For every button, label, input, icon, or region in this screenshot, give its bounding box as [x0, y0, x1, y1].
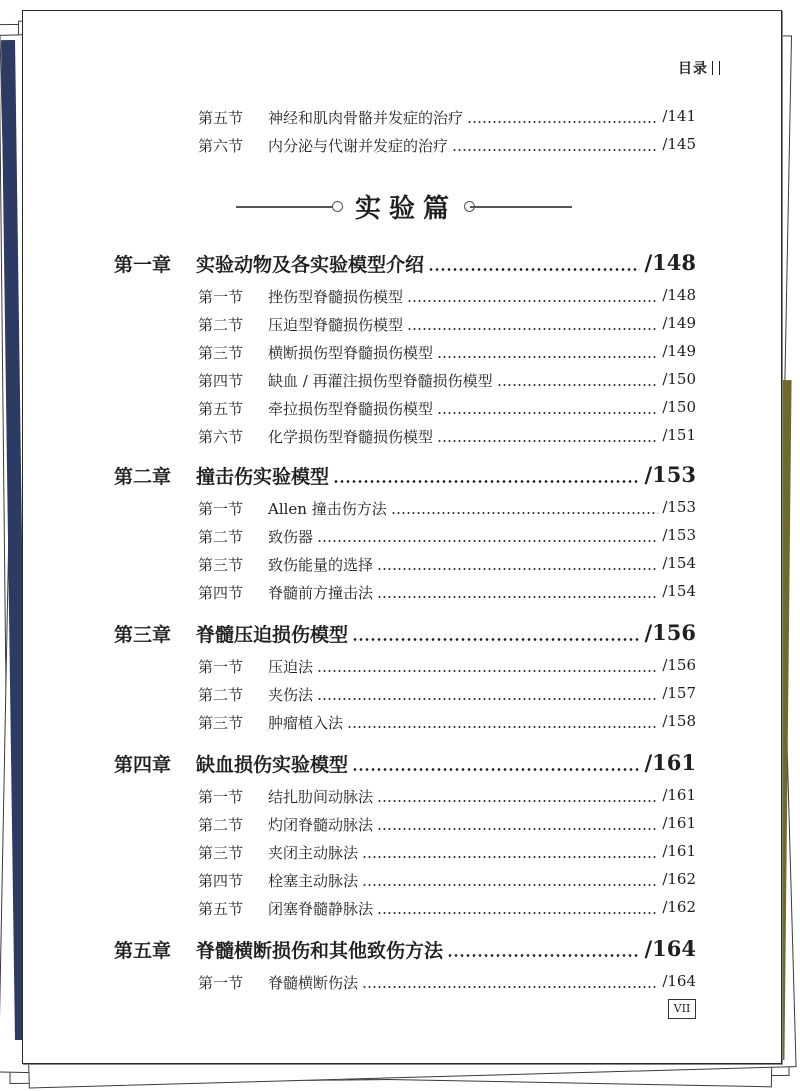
toc-section-row: [0, 684, 800, 706]
toc-entry-page: /148: [662, 286, 696, 304]
toc-section-row: [0, 656, 800, 678]
toc-entry-title: 挫伤型脊髓损伤模型: [268, 288, 404, 306]
dot-leader: [352, 638, 640, 641]
dot-leader: [317, 540, 658, 542]
toc-entry-title: 实验动物及各实验模型介绍: [196, 250, 426, 277]
dot-leader: [362, 986, 658, 988]
toc-entry-page: /150: [662, 398, 696, 416]
toc-entry-page: /161: [662, 786, 696, 804]
toc-entry-title: 致伤器: [268, 528, 314, 546]
part-heading-rule-left: [236, 206, 338, 208]
toc-entry-title: 神经和肌肉骨骼并发症的治疗: [268, 109, 464, 127]
toc-entry-page: /153: [662, 498, 696, 516]
dot-leader: [377, 828, 658, 830]
toc-entry-page: /161: [662, 814, 696, 832]
toc-section-row: [0, 554, 800, 576]
dot-leader: [407, 300, 658, 302]
toc-entry-number: 第五节: [198, 400, 244, 418]
toc-entry-title: 压迫型脊髓损伤模型: [268, 316, 404, 334]
toc-entry-title: 肿瘤植入法: [268, 714, 344, 732]
dot-leader: [362, 884, 658, 886]
dot-leader: [377, 596, 658, 598]
toc-chapter-row: [0, 750, 800, 778]
toc-chapter-row: [0, 250, 800, 278]
toc-entry-page: /154: [662, 582, 696, 600]
toc-entry-page: /162: [662, 898, 696, 916]
toc-section-row: [0, 898, 800, 920]
toc-entry-number: 第二章: [114, 466, 172, 488]
toc-entry-number: 第四章: [114, 754, 172, 776]
page-folio: VII: [668, 999, 696, 1019]
toc-section-row: [0, 870, 800, 892]
toc-entry-number: 第一节: [198, 974, 244, 992]
toc-section-row: [0, 814, 800, 836]
toc-entry-number: 第一章: [114, 254, 172, 276]
toc-entry-number: 第三节: [198, 556, 244, 574]
toc-section-row: [0, 314, 800, 336]
dot-leader: [317, 698, 658, 700]
toc-entry-number: 第三节: [198, 344, 244, 362]
dot-leader: [347, 726, 658, 728]
toc-entry-page: /164: [644, 936, 696, 961]
dot-leader: [447, 954, 640, 957]
toc-entry-title: 灼闭脊髓动脉法: [268, 816, 374, 834]
toc-section-row: [0, 107, 800, 129]
toc-section-row: [0, 526, 800, 548]
dot-leader: [317, 670, 658, 672]
toc-entry-page: /161: [644, 750, 696, 775]
toc-entry-number: 第三节: [198, 844, 244, 862]
toc-entry-title: 化学损伤型脊髓损伤模型: [268, 428, 434, 446]
running-head-text: 目录: [678, 61, 708, 77]
toc-section-row: [0, 286, 800, 308]
toc-entry-page: /149: [662, 314, 696, 332]
toc-entry-page: /145: [662, 135, 696, 153]
toc-entry-number: 第二节: [198, 316, 244, 334]
running-head-bars: [712, 61, 720, 75]
toc-entry-page: /158: [662, 712, 696, 730]
toc-entry-page: /156: [662, 656, 696, 674]
dot-leader: [452, 149, 658, 151]
toc-entry-title: Allen 撞击伤方法: [268, 500, 387, 518]
toc-entry-page: /151: [662, 426, 696, 444]
toc-entry-title: 致伤能量的选择: [268, 556, 374, 574]
part-heading: [0, 188, 800, 224]
toc-entry-page: /156: [644, 620, 696, 645]
toc-entry-number: 第四节: [198, 584, 244, 602]
toc-entry-title: 脊髓前方撞击法: [268, 584, 374, 602]
toc-entry-number: 第一节: [198, 500, 244, 518]
dot-leader: [377, 912, 658, 914]
toc-entry-number: 第六节: [198, 428, 244, 446]
toc-entry-title: 缺血损伤实验模型: [196, 750, 350, 777]
toc-entry-number: 第一节: [198, 788, 244, 806]
toc-entry-number: 第一节: [198, 658, 244, 676]
toc-entry-page: /153: [662, 526, 696, 544]
toc-entry-title: 脊髓压迫损伤模型: [196, 620, 350, 647]
dot-leader: [407, 328, 658, 330]
toc-section-row: [0, 712, 800, 734]
toc-chapter-row: [0, 936, 800, 964]
toc-section-row: [0, 842, 800, 864]
dot-leader: [467, 121, 658, 123]
part-heading-text: 实验篇: [355, 194, 458, 224]
toc-entry-page: /141: [662, 107, 696, 125]
toc-entry-page: /162: [662, 870, 696, 888]
toc-entry-page: /148: [644, 250, 696, 275]
toc-section-row: [0, 342, 800, 364]
toc-entry-number: 第二节: [198, 686, 244, 704]
toc-entry-number: 第五章: [114, 940, 172, 962]
toc-entry-number: 第六节: [198, 137, 244, 155]
dot-leader: [497, 384, 659, 386]
toc-section-row: [0, 398, 800, 420]
toc-entry-title: 结扎肋间动脉法: [268, 788, 374, 806]
dot-leader: [333, 480, 640, 483]
toc-entry-number: 第四节: [198, 872, 244, 890]
dot-leader: [437, 356, 658, 358]
toc-entry-title: 脊髓横断伤法: [268, 974, 359, 992]
toc-entry-title: 缺血 / 再灌注损伤型脊髓损伤模型: [268, 372, 493, 390]
dot-leader: [391, 512, 659, 514]
toc-section-row: [0, 370, 800, 392]
toc-entry-number: 第五节: [198, 109, 244, 127]
toc-entry-number: 第四节: [198, 372, 244, 390]
toc-entry-title: 脊髓横断损伤和其他致伤方法: [196, 936, 445, 963]
dot-leader: [352, 768, 640, 771]
dot-leader: [437, 440, 658, 442]
toc-chapter-row: [0, 462, 800, 490]
toc-section-row: [0, 972, 800, 994]
toc-entry-page: /161: [662, 842, 696, 860]
toc-entry-title: 压迫法: [268, 658, 314, 676]
toc-section-row: [0, 786, 800, 808]
toc-entry-number: 第二节: [198, 528, 244, 546]
toc-entry-title: 撞击伤实验模型: [196, 462, 331, 489]
toc-entry-number: 第一节: [198, 288, 244, 306]
toc-entry-title: 栓塞主动脉法: [268, 872, 359, 890]
toc-section-row: [0, 426, 800, 448]
dot-leader: [362, 856, 658, 858]
toc-entry-page: /153: [644, 462, 696, 487]
toc-entry-number: 第五节: [198, 900, 244, 918]
ornament-icon: [332, 201, 343, 212]
toc-entry-page: /149: [662, 342, 696, 360]
toc-entry-page: /154: [662, 554, 696, 572]
toc-section-row: [0, 498, 800, 520]
running-head: [678, 58, 720, 78]
toc-entry-number: 第三节: [198, 714, 244, 732]
toc-entry-page: /150: [662, 370, 696, 388]
part-heading-rule-right: [470, 206, 572, 208]
toc-section-row: [0, 582, 800, 604]
dot-leader: [377, 800, 658, 802]
dot-leader: [437, 412, 658, 414]
toc-entry-title: 牵拉损伤型脊髓损伤模型: [268, 400, 434, 418]
toc-chapter-row: [0, 620, 800, 648]
toc-entry-page: /164: [662, 972, 696, 990]
toc-entry-title: 内分泌与代谢并发症的治疗: [268, 137, 449, 155]
dot-leader: [377, 568, 658, 570]
toc-section-row: [0, 135, 800, 157]
dot-leader: [428, 268, 640, 271]
toc-entry-title: 闭塞脊髓静脉法: [268, 900, 374, 918]
toc-entry-number: 第二节: [198, 816, 244, 834]
toc-entry-title: 夹伤法: [268, 686, 314, 704]
toc-entry-title: 夹闭主动脉法: [268, 844, 359, 862]
toc-entry-title: 横断损伤型脊髓损伤模型: [268, 344, 434, 362]
toc-entry-page: /157: [662, 684, 696, 702]
toc-entry-number: 第三章: [114, 624, 172, 646]
